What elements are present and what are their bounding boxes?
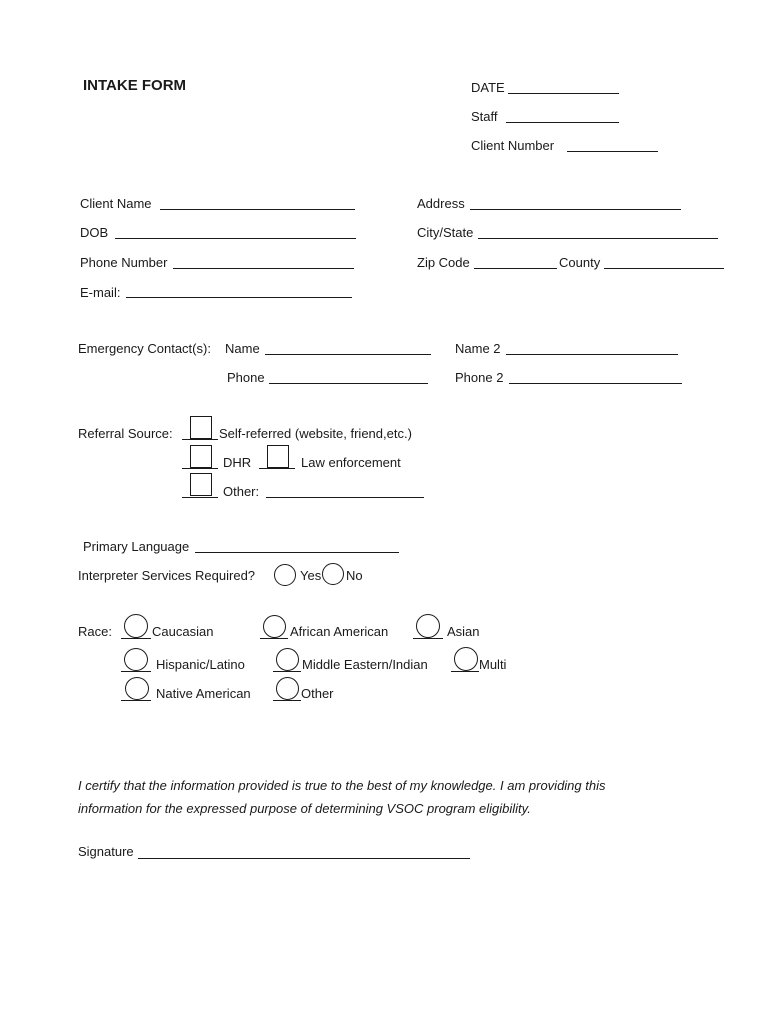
- certification-line-1: I certify that the information provided is true to the best of my knowledge. I am providing this: [78, 778, 606, 793]
- native-american-label: Native American: [156, 686, 251, 701]
- hispanic-latino-radio[interactable]: [124, 648, 148, 671]
- zip-code-label: Zip Code: [417, 255, 470, 270]
- phone-number-label: Phone Number: [80, 255, 168, 270]
- native-american-radio[interactable]: [125, 677, 149, 700]
- law-enforcement-label: Law enforcement: [301, 455, 401, 470]
- client-name-field[interactable]: [160, 209, 355, 210]
- client-number-label: Client Number: [471, 138, 555, 153]
- zip-code-field[interactable]: [474, 268, 557, 269]
- race-other-radio[interactable]: [276, 677, 299, 700]
- race-other-label: Other: [301, 686, 334, 701]
- emergency-phone2-field[interactable]: [509, 383, 682, 384]
- middle-eastern-indian-radio[interactable]: [276, 648, 299, 671]
- other-referral-underline: [182, 497, 218, 498]
- emergency-name-label: Name: [225, 341, 260, 356]
- city-state-field[interactable]: [478, 238, 718, 239]
- caucasian-radio[interactable]: [124, 614, 148, 638]
- email-label: E-mail:: [80, 285, 121, 300]
- emergency-phone-label: Phone: [227, 370, 265, 385]
- multi-underline: [451, 671, 479, 672]
- hispanic-latino-label: Hispanic/Latino: [156, 657, 245, 672]
- native-american-underline: [121, 700, 151, 701]
- interpreter-yes-radio[interactable]: [274, 564, 296, 586]
- other-referral-checkbox[interactable]: [190, 473, 212, 496]
- race-label: Race:: [78, 624, 112, 639]
- date-field[interactable]: [508, 93, 619, 94]
- emergency-contacts-label: Emergency Contact(s):: [78, 341, 211, 356]
- interpreter-yes-label: Yes: [300, 568, 322, 583]
- self-referred-checkbox[interactable]: [190, 416, 212, 439]
- referral-source-label: Referral Source:: [78, 426, 173, 441]
- caucasian-label: Caucasian: [152, 624, 214, 639]
- emergency-name2-label: Name 2: [455, 341, 501, 356]
- county-label: County: [559, 255, 601, 270]
- dob-label: DOB: [80, 225, 109, 240]
- caucasian-underline: [121, 638, 151, 639]
- law-enforcement-underline: [259, 468, 295, 469]
- email-field[interactable]: [126, 297, 352, 298]
- african-american-radio[interactable]: [263, 615, 286, 638]
- dhr-underline: [182, 468, 218, 469]
- dhr-checkbox[interactable]: [190, 445, 212, 468]
- emergency-name2-field[interactable]: [506, 354, 678, 355]
- hispanic-underline: [121, 671, 151, 672]
- client-name-label: Client Name: [80, 196, 152, 211]
- african-american-underline: [260, 638, 288, 639]
- city-state-label: City/State: [417, 225, 474, 240]
- address-label: Address: [417, 196, 465, 211]
- signature-label: Signature: [78, 844, 134, 859]
- asian-radio[interactable]: [416, 614, 440, 638]
- multi-label: Multi: [479, 657, 507, 672]
- emergency-name-field[interactable]: [265, 354, 431, 355]
- other-referral-label: Other:: [223, 484, 260, 499]
- interpreter-label: Interpreter Services Required?: [78, 568, 256, 583]
- interpreter-no-radio[interactable]: [322, 563, 344, 585]
- primary-language-field[interactable]: [195, 552, 399, 553]
- certification-line-2: information for the expressed purpose of determining VSOC program eligibility.: [78, 801, 531, 816]
- staff-field[interactable]: [506, 122, 619, 123]
- address-field[interactable]: [470, 209, 681, 210]
- phone-number-field[interactable]: [173, 268, 354, 269]
- asian-label: Asian: [447, 624, 480, 639]
- signature-field[interactable]: [138, 858, 470, 859]
- date-label: DATE: [471, 80, 505, 95]
- staff-label: Staff: [471, 109, 498, 124]
- dob-field[interactable]: [115, 238, 356, 239]
- self-referred-label: Self-referred (website, friend,etc.): [219, 426, 412, 441]
- asian-underline: [413, 638, 443, 639]
- county-field[interactable]: [604, 268, 724, 269]
- law-enforcement-checkbox[interactable]: [267, 445, 289, 468]
- other-referral-field[interactable]: [266, 497, 424, 498]
- dhr-label: DHR: [223, 455, 252, 470]
- interpreter-no-label: No: [346, 568, 363, 583]
- multi-radio[interactable]: [454, 647, 478, 671]
- emergency-phone-field[interactable]: [269, 383, 428, 384]
- african-american-label: African American: [290, 624, 389, 639]
- self-referred-underline: [182, 439, 218, 440]
- primary-language-label: Primary Language: [83, 539, 190, 554]
- emergency-phone2-label: Phone 2: [455, 370, 504, 385]
- middle-eastern-underline: [273, 671, 301, 672]
- middle-eastern-indian-label: Middle Eastern/Indian: [302, 657, 428, 672]
- race-other-underline: [273, 700, 301, 701]
- client-number-field[interactable]: [567, 151, 658, 152]
- form-title: INTAKE FORM: [83, 77, 187, 94]
